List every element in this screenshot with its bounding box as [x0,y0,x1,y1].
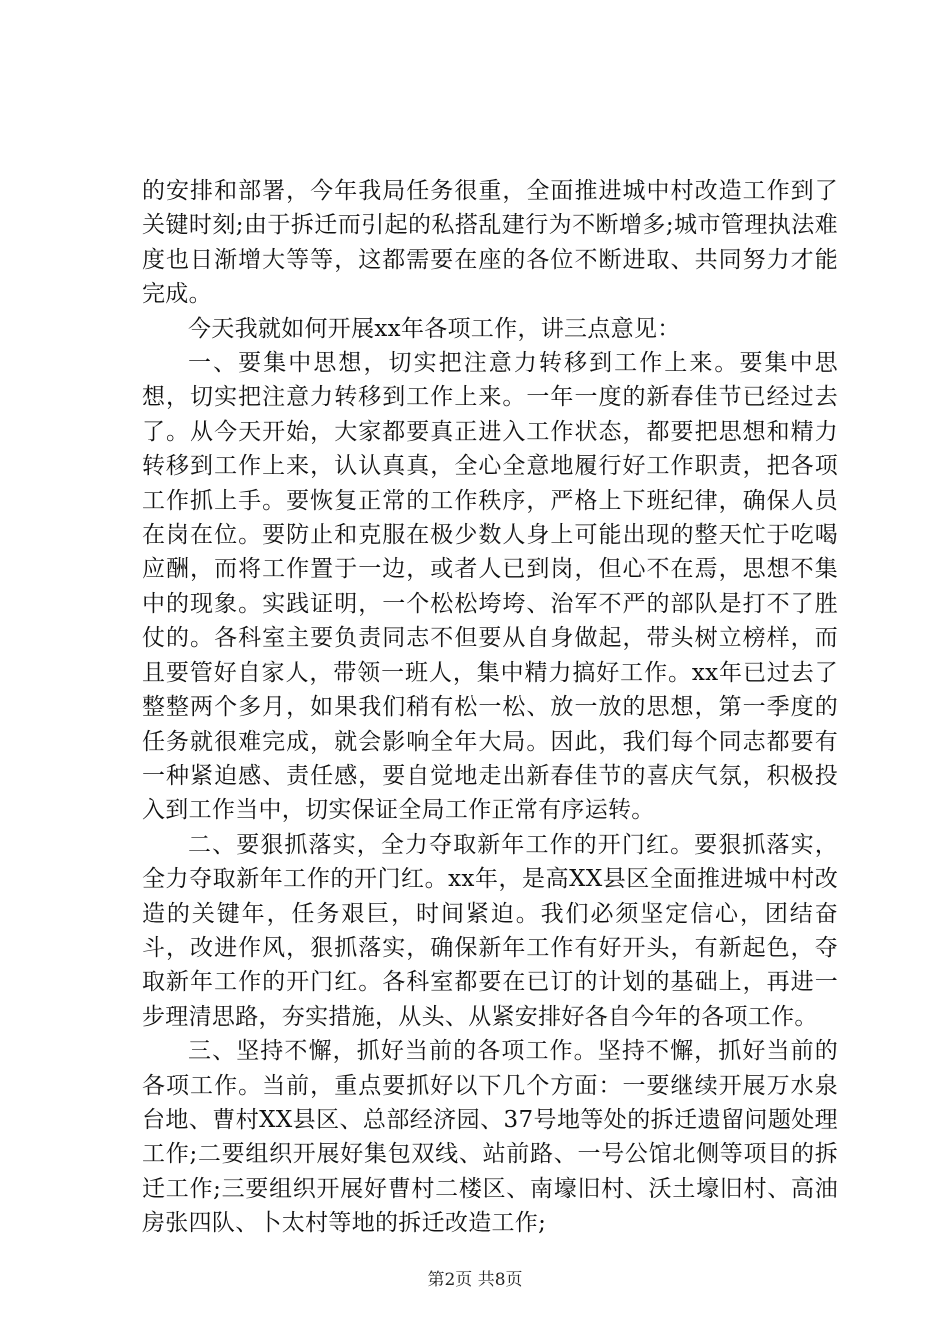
page-footer: 第2页 共8页 [427,1270,523,1290]
paragraph-2: 今天我就如何开展xx年各项工作，讲三点意见： [188,315,681,342]
paragraph-1: 的安排和部署，今年我局任务很重，全面推进城中村改造工作到了关键时刻;由于拆迁而引起的私搭乱建行为不断增多;城市管理执法难度也日渐增大等等，这都需要在座的各位不断进取、共同努力才能完成。 [142,178,838,308]
document-body [142,174,838,1241]
paragraph-5: 三、坚持不懈，抓好当前的各项工作。坚持不懈，抓好当前的各项工作。当前，重点要抓好以下几个方面：一要继续开展万水泉台地、曹村XX县区、总部经济园、37号地等处的拆迁遗留问题处理工作;二要组织开展好集包双线、站前路、一号公馆北侧等项目的拆迁工作;三要组织开展好曹村二楼区、南壕旧村、沃土壕旧村、高油房张四队、卜太村等地的拆迁改造工作; [142,1038,838,1237]
paragraph-4: 二、要狠抓落实，全力夺取新年工作的开门红。要狠抓落实，全力夺取新年工作的开门红。xx年，是高XX县区全面推进城中村改造的关键年，任务艰巨，时间紧迫。我们必须坚定信心，团结奋斗，改进作风，狠抓落实，确保新年工作有好开头，有新起色，夺取新年工作的开门红。各科室都要在已订的计划的基础上，再进一步理清思路，夯实措施，从头、从紧安排好各自今年的各项工作。 [142,831,838,1030]
paragraph-3: 一、要集中思想，切实把注意力转移到工作上来。要集中思想，切实把注意力转移到工作上来。一年一度的新春佳节已经过去了。从今天开始，大家都要真正进入工作状态，都要把思想和精力转移到工作上来，认认真真，全心全意地履行好工作职责，把各项工作抓上手。要恢复正常的工作秩序，严格上下班纪律，确保人员在岗在位。要防止和克服在极少数人身上可能出现的整天忙于吃喝应酬，而将工作置于一边，或者人已到岗，但心不在焉，思想不集中的现象。实践证明，一个松松垮垮、治军不严的部队是打不了胜仗的。各科室主要负责同志不但要从自身做起，带头树立榜样，而且要管好自家人，带领一班人，集中精力搞好工作。xx年已过去了整整两个多月，如果我们稍有松一松、放一放的思想，第一季度的任务就很难完成，就会影响全年大局。因此，我们每个同志都要有一种紧迫感、责任感，要自觉地走出新春佳节的喜庆气氛，积极投入到工作当中，切实保证全局工作正常有序运转。 [142,350,838,824]
